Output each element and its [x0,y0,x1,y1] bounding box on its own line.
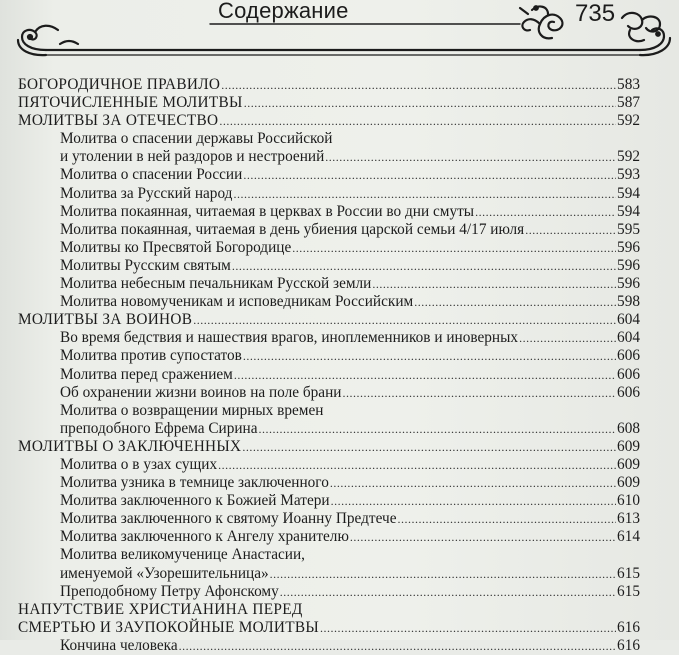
toc-entry [0,366,640,384]
dot-leader [243,347,616,365]
toc-page-number: 592 [617,112,640,130]
toc-entry-title: Молитвы ко Пресвятой Богородице [60,238,292,256]
toc-entry [0,185,640,203]
toc-entry-title: Об охранении жизни воинов на поле брани [60,383,342,401]
dot-leader [331,492,616,510]
toc-page-number: 587 [617,94,640,112]
dot-leader [221,76,616,94]
toc-page-number: 608 [617,419,640,437]
toc-entry [0,148,640,166]
toc-entry-title: Молитва о спасении державы Российской [60,130,333,148]
toc-entry [0,402,640,420]
toc-entry-title: Кончина человека [60,636,178,654]
dot-leader [325,148,616,166]
toc-entry [0,329,640,347]
toc-entry [0,257,640,275]
toc-entry [0,221,640,239]
toc-page-number: 606 [617,365,640,383]
toc-entry-title: Молитва небесным печальникам Русской земли [60,275,372,293]
dot-leader [193,311,616,329]
toc-entry-title: Молитва заключенного к святому Иоанну Предтече [60,510,397,528]
dot-leader [243,166,616,184]
toc-page-number: 604 [617,311,640,329]
toc-section-heading [0,112,640,130]
dot-leader [372,275,616,293]
toc-page-number: 616 [617,618,640,636]
toc-page-number: 615 [617,582,640,600]
toc-entry [0,456,640,474]
dot-leader [233,185,616,203]
toc-page-number: 604 [617,329,640,347]
toc-entry-title: НАПУТСТВИЕ ХРИСТИАНИНА ПЕРЕД [18,600,303,618]
toc-entry [0,420,640,438]
table-of-contents [0,76,640,655]
toc-entry-title: СМЕРТЬЮ И ЗАУПОКОЙНЫЕ МОЛИТВЫ [18,618,320,636]
toc-entry-title: Молитва покаянная, читаемая в день убиения царской семьи 4/17 июля [60,220,525,238]
toc-entry-title: ПЯТОЧИСЛЕННЫЕ МОЛИТВЫ [18,94,243,112]
toc-page-number: 610 [617,492,640,510]
dot-leader [525,221,616,239]
dot-leader [398,510,617,528]
toc-page-number: 615 [617,564,640,582]
toc-page-number: 606 [617,383,640,401]
toc-entry-title: БОГОРОДИЧНОЕ ПРАВИЛО [18,76,221,93]
toc-entry [0,492,640,510]
toc-entry-title: Преподобному Петру Афонскому [60,582,279,600]
toc-section-heading [0,311,640,329]
toc-entry [0,275,640,293]
toc-page-number: 593 [617,166,640,184]
toc-page-number: 598 [617,293,640,311]
toc-entry [0,203,640,221]
toc-entry-title: МОЛИТВЫ ЗА ОТЕЧЕСТВО [18,112,219,130]
toc-section-heading [0,619,640,637]
toc-entry-title: именуемой «Узорешительница» [60,564,269,582]
toc-entry [0,510,640,528]
toc-entry [0,166,640,184]
toc-page-number: 609 [617,455,640,473]
toc-entry-title: Молитва покаянная, читаемая в церквах в России во дни смуты [60,202,475,220]
dot-leader [234,366,616,384]
toc-entry-title: Молитва за Русский народ [60,184,233,202]
toc-page-number: 616 [617,636,640,654]
toc-entry [0,474,640,492]
toc-entry-title: Молитва перед сражением [60,365,233,383]
dot-leader [218,456,616,474]
toc-entry [0,565,640,583]
toc-page-number: 596 [617,275,640,293]
dot-leader [414,293,616,311]
dot-leader [219,112,616,130]
toc-page-number: 595 [617,220,640,238]
toc-page-number: 596 [617,256,640,274]
dot-leader [330,474,616,492]
toc-entry-title: Молитва против супостатов [60,347,242,365]
toc-entry-title: Молитва заключенного к Ангелу хранителю [60,528,349,546]
dot-leader [292,239,616,257]
toc-entry [0,130,640,148]
toc-entry-title: Во время бедствия и нашествия врагов, иноплеменников и иноверных [60,329,519,347]
page-header [0,0,679,62]
toc-page-number: 592 [617,148,640,166]
toc-entry [0,384,640,402]
toc-entry-title: Молитва о возвращении мирных времен [60,401,324,419]
toc-entry-title: Молитва о спасении России [60,166,243,184]
dot-leader [320,619,616,637]
toc-entry [0,546,640,564]
toc-entry-title: Молитва великомученице Анастасии, [60,546,306,564]
toc-entry-title: МОЛИТВЫ О ЗАКЛЮЧЕННЫХ [18,437,242,455]
toc-section-heading [0,94,640,112]
toc-entry-title: МОЛИТВЫ ЗА ВОИНОВ [18,311,193,329]
toc-entry [0,347,640,365]
toc-page-number: 596 [617,238,640,256]
dot-leader [342,384,616,402]
toc-page-number: 609 [617,474,640,492]
toc-page-number: 606 [617,347,640,365]
toc-entry [0,239,640,257]
dot-leader [242,438,616,456]
toc-entry-title: преподобного Ефрема Сирина [60,419,258,437]
dot-leader [280,583,616,601]
toc-page-number: 594 [617,202,640,220]
toc-entry [0,528,640,546]
toc-section-heading [0,601,640,619]
toc-entry-title: Молитва о в узах сущих [60,455,218,473]
toc-entry [0,293,640,311]
toc-entry-title: Молитва узника в темнице заключенного [60,474,329,492]
dot-leader [270,565,616,583]
dot-leader [519,329,616,347]
running-title: Содержание [218,0,349,23]
toc-section-heading [0,438,640,456]
toc-entry-title: Молитва новомученикам и исповедникам Российским [60,293,414,311]
toc-page-number: 609 [617,437,640,455]
toc-page-number: 583 [617,76,640,93]
toc-entry-title: Молитва заключенного к Божией Матери [60,492,330,510]
dot-leader [232,257,616,275]
toc-entry-title: Молитвы Русским святым [60,256,231,274]
toc-entry [0,583,640,601]
page-number: 735 [575,0,616,27]
toc-section-heading [0,76,640,94]
toc-page-number: 594 [617,184,640,202]
dot-leader [259,420,617,438]
dot-leader [350,528,616,546]
toc-page-number: 614 [617,528,640,546]
toc-page-number: 613 [617,510,640,528]
dot-leader [475,203,616,221]
toc-entry-title: и утолении в ней раздоров и нестроений [60,148,325,166]
dot-leader [244,94,616,112]
